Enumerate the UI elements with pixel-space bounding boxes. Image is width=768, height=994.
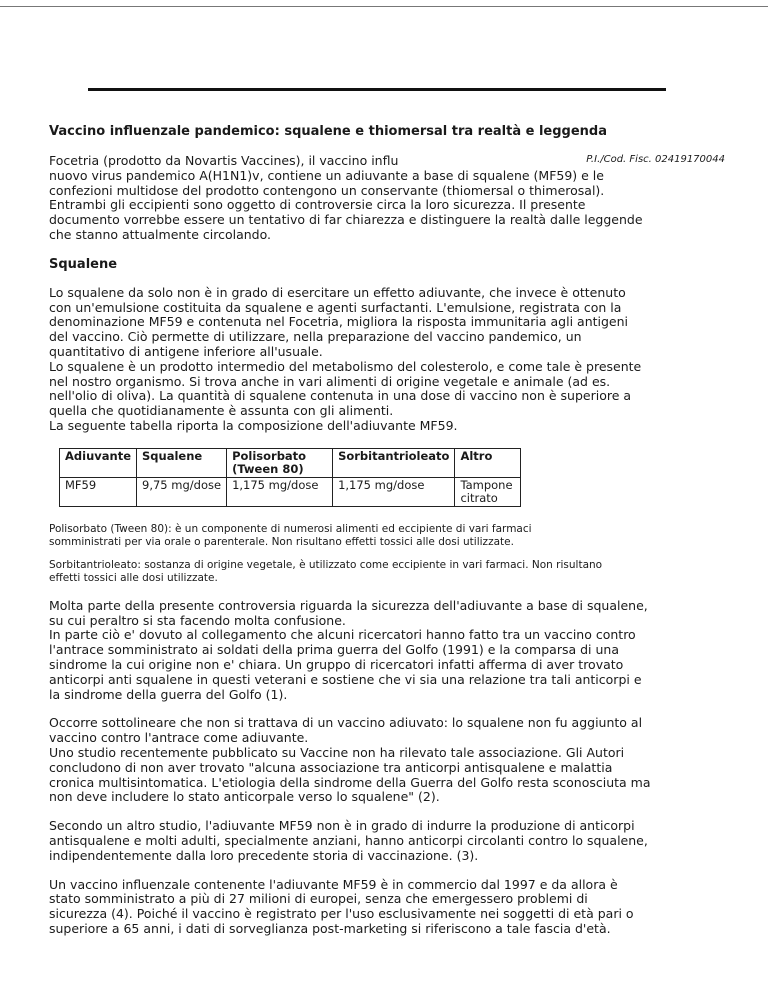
- section-heading-squalene: Squalene: [49, 256, 118, 272]
- line: antisqualene e molti adulti, specialmente anziani, hanno anticorpi circolanti contro lo squalene,: [49, 832, 648, 848]
- note-sorbitantrioleato: [49, 559, 725, 585]
- line: sicurezza (4). Poiché il vaccino è registrato per l'uso esclusivamente nei soggetti di età pari o: [49, 906, 634, 922]
- study-paragraph: [49, 819, 725, 863]
- table-cell: Tampone citrato: [455, 477, 521, 506]
- line: Entrambi gli eccipienti sono oggetto di controversie circa la loro sicurezza. Il presente: [49, 197, 586, 213]
- line: quella che quotidianamente è assunta con gli alimenti.: [49, 403, 394, 419]
- line: la sindrome della guerra del Golfo (1).: [49, 686, 288, 702]
- line: su cui peraltro si sta facendo molta confusione.: [49, 612, 346, 628]
- table-cell: MF59: [60, 477, 137, 506]
- line: Occorre sottolineare che non si trattava di un vaccino adiuvato: lo squalene non fu aggiunto al: [49, 715, 643, 731]
- line: non deve includere lo stato anticorpale verso lo squalene" (2).: [49, 789, 440, 805]
- line: documento vorrebbe essere un tentativo di far chiarezza e distinguere la realtà dalle leggende: [49, 212, 643, 228]
- table-cell: 1,175 mg/dose: [333, 477, 455, 506]
- line: sindrome la cui origine non e' chiara. Un gruppo di ricercatori infatti afferma di aver trovato: [49, 656, 624, 672]
- line: cronica multisintomatica. L'etiologia della sindrome della Guerra del Golfo resta sconosciuta ma: [49, 774, 651, 790]
- line: La seguente tabella riporta la composizione dell'adiuvante MF59.: [49, 417, 458, 433]
- table-header-row: [60, 448, 521, 477]
- document-body: [49, 124, 725, 937]
- intro-paragraph: [49, 154, 725, 243]
- mf59-composition-table: [59, 448, 521, 507]
- line: quantitativo di antigene inferiore all'usuale.: [49, 343, 323, 359]
- table-header: Squalene: [137, 448, 227, 477]
- line: nell'olio di oliva). La quantità di squalene contenuta in una dose di vaccino non è superiore a: [49, 388, 632, 404]
- table-header: Altro: [455, 448, 521, 477]
- controversy-paragraph: [49, 599, 725, 703]
- line: denominazione MF59 e contenuta nel Focetria, migliora la risposta immunitaria agli antigeni: [49, 314, 629, 330]
- line: vaccino contro l'antrace come adiuvante.: [49, 730, 309, 746]
- line: Lo squalene da solo non è in grado di esercitare un effetto adiuvante, che invece è ottenuto: [49, 284, 626, 300]
- line: indipendentemente dalla loro precedente storia di vaccinazione. (3).: [49, 847, 479, 863]
- line: superiore a 65 anni, i dati di sorveglianza post-marketing si riferiscono a tale fascia d'età.: [49, 920, 611, 936]
- line: confezioni multidose del prodotto contengono un conservante (thiomersal o thimerosal).: [49, 182, 605, 198]
- line: concludono di non aver trovato "alcuna associazione tra anticorpi antisqualene e malattia: [49, 759, 613, 775]
- line: l'antrace somministrato ai soldati della prima guerra del Golfo (1991) e la comparsa di una: [49, 642, 619, 658]
- scan-artifact-line: [0, 6, 768, 7]
- line: Un vaccino influenzale contenente l'adiuvante MF59 è in commercio dal 1997 e da allora è: [49, 876, 618, 892]
- line: Uno studio recentemente pubblicato su Vaccine non ha rilevato tale associazione. Gli Autori: [49, 744, 625, 760]
- line: In parte ciò e' dovuto al collegamento che alcuni ricercatori hanno fatto tra un vaccino contro: [49, 627, 636, 643]
- squalene-paragraph: [49, 286, 725, 434]
- line: del vaccino. Ciò permette di utilizzare, nella preparazione del vaccino pandemico, un: [49, 329, 582, 345]
- table-row: [60, 477, 521, 506]
- line: nuovo virus pandemico A(H1N1)v, contiene un adiuvante a base di squalene (MF59) e le: [49, 167, 604, 183]
- line: nel nostro organismo. Si trova anche in vari alimenti di origine vegetale e animale (ad es.: [49, 373, 611, 389]
- line: Focetria (prodotto da Novartis Vaccines), il vaccino influ: [49, 153, 399, 168]
- line: con un'emulsione costituita da squalene e agenti surfactanti. L'emulsione, registrata con la: [49, 299, 622, 315]
- table-cell: 1,175 mg/dose: [227, 477, 333, 506]
- line: Secondo un altro studio, l'adiuvante MF59 non è in grado di indurre la produzione di anticorpi: [49, 818, 635, 834]
- line: Polisorbato (Tween 80): è un componente di numerosi alimenti ed eccipiente di vari farmaci: [49, 522, 532, 535]
- line: Lo squalene è un prodotto intermedio del metabolismo del colesterolo, e come tale è presente: [49, 358, 642, 374]
- table-header: Adiuvante: [60, 448, 137, 477]
- commerce-paragraph: [49, 878, 725, 937]
- line: effetti tossici alle dosi utilizzate.: [49, 571, 218, 584]
- table-header: Polisorbato (Tween 80): [227, 448, 333, 477]
- note-polisorbato: [49, 523, 725, 549]
- line: Molta parte della presente controversia riguarda la sicurezza dell'adiuvante a base di squalene,: [49, 597, 648, 613]
- line: anticorpi anti squalene in questi veterani e sostiene che vi sia una relazione tra tali anticorpi e: [49, 671, 642, 687]
- line: somministrati per via orale o parenterale. Non risultano effetti tossici alle dosi utilizzate.: [49, 535, 514, 548]
- table-header: Sorbitantrioleato: [333, 448, 455, 477]
- table-cell: 9,75 mg/dose: [137, 477, 227, 506]
- line: Sorbitantrioleato: sostanza di origine vegetale, è utilizzato come eccipiente in vari farmaci. Non risultano: [49, 558, 603, 571]
- pi-cod-stamp: P.I./Cod. Fisc. 02419170044: [586, 154, 725, 165]
- line: stato somministrato a più di 27 milioni di europei, senza che emergessero problemi di: [49, 891, 588, 907]
- header-rule: [88, 88, 666, 91]
- not-adjuvanted-paragraph: [49, 716, 725, 805]
- line: che stanno attualmente circolando.: [49, 226, 271, 242]
- document-title: Vaccino influenzale pandemico: squalene e thiomersal tra realtà e leggenda: [49, 124, 608, 139]
